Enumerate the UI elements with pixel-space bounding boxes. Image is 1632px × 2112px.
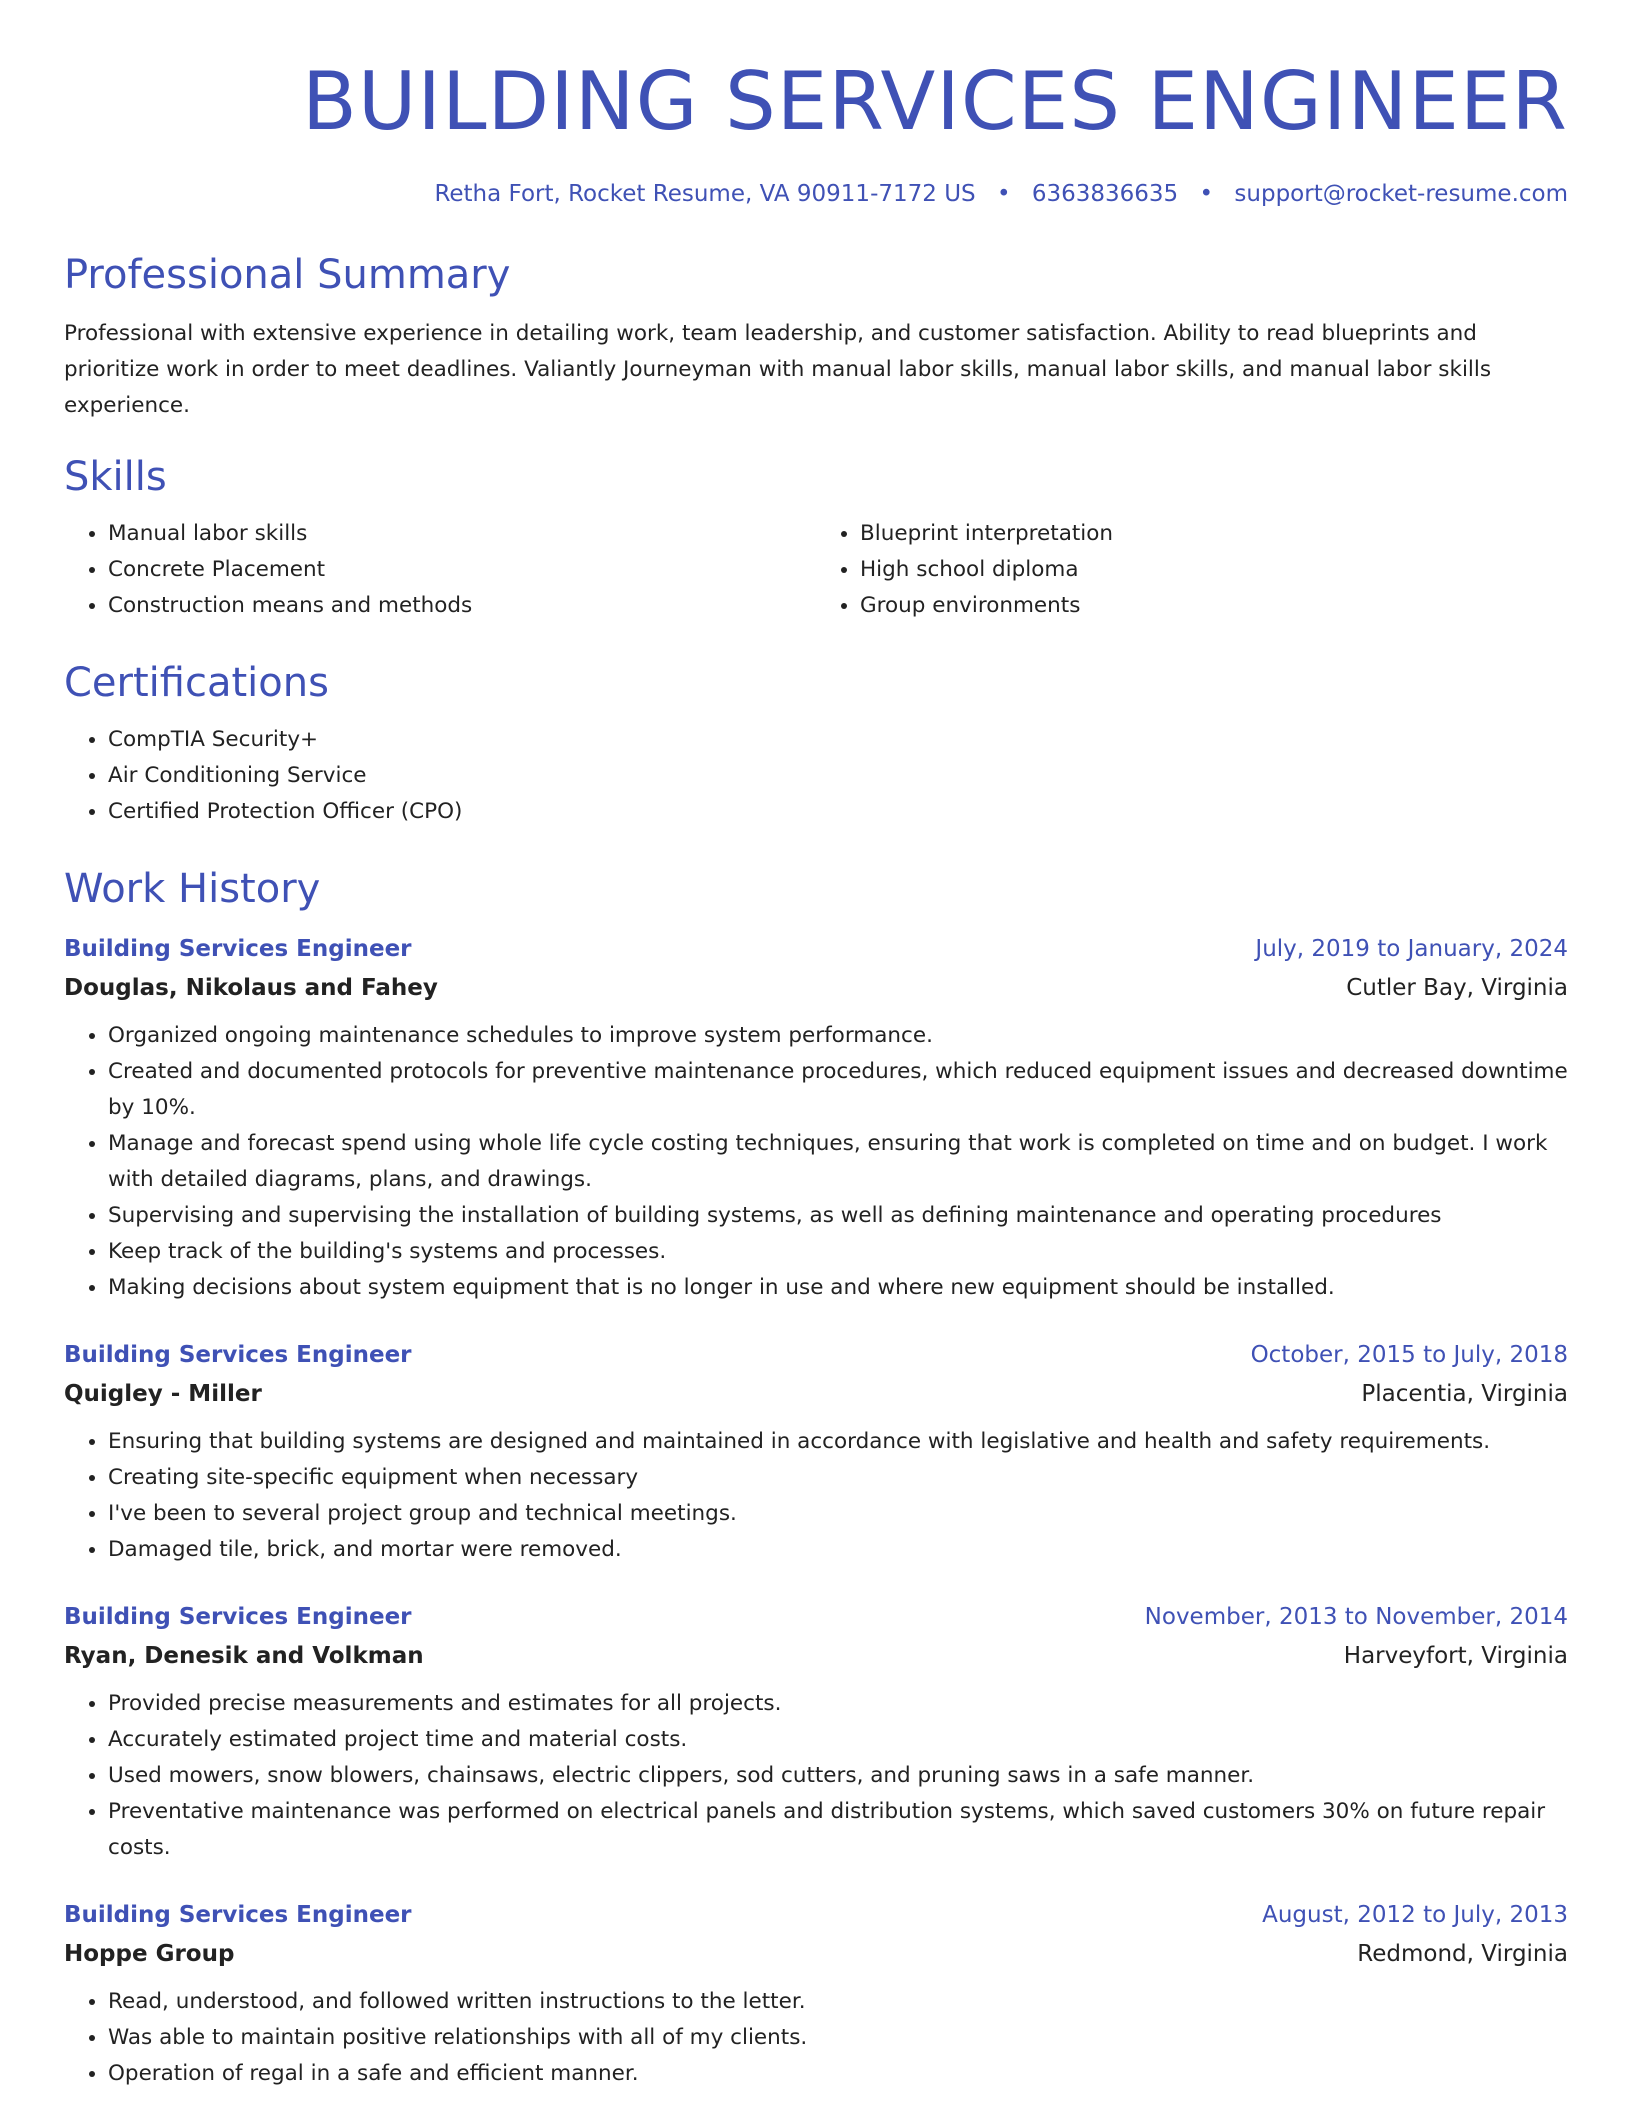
job-header-row xyxy=(64,1336,1568,1374)
list-item: • Manual labor skills xyxy=(108,516,816,552)
section-heading-summary: Professional Summary xyxy=(64,252,511,298)
job-company-row xyxy=(64,1636,1568,1676)
contact-separator: • xyxy=(996,181,1011,207)
job-bullets xyxy=(64,1424,1568,1568)
job-bullets xyxy=(64,1018,1568,1306)
job-entry xyxy=(64,1896,1568,2092)
list-item: • High school diploma xyxy=(860,552,1568,588)
list-item: • Preventative maintenance was performed on electrical panels and distribution systems, which saved customers 30% on future repair costs. xyxy=(108,1794,1568,1866)
list-item: • Read, understood, and followed written instructions to the letter. xyxy=(108,1984,1568,2020)
job-company: Quigley - Miller xyxy=(64,1381,262,1407)
job-header-row xyxy=(64,1896,1568,1934)
list-item: • Construction means and methods xyxy=(108,588,816,624)
list-item: • Accurately estimated project time and material costs. xyxy=(108,1722,1568,1758)
job-header-row xyxy=(64,930,1568,968)
list-item: • Supervising and supervising the installation of building systems, as well as defining maintenance and operating procedures xyxy=(108,1198,1568,1234)
job-title: Building Services Engineer xyxy=(64,1604,412,1630)
job-title: Building Services Engineer xyxy=(64,1342,412,1368)
list-item: • Was able to maintain positive relationships with all of my clients. xyxy=(108,2020,1568,2056)
summary-text: Professional with extensive experience in detailing work, team leadership, and customer satisfaction. Ability to read blueprints and prioritize work in order to meet deadlines. Valiantly Journeyman with manual labor skills, manual labor skills, and manual labor skills experience. xyxy=(64,321,1492,418)
list-item: • Keep track of the building's systems and processes. xyxy=(108,1234,1568,1270)
job-company-row xyxy=(64,968,1568,1008)
list-item: • Group environments xyxy=(860,588,1568,624)
contact-phone: 6363836635 xyxy=(1031,181,1179,207)
job-title: Building Services Engineer xyxy=(64,936,412,962)
section-heading-work-history: Work History xyxy=(64,866,321,912)
page-title: BUILDING SERVICES ENGINEER xyxy=(301,55,1568,148)
job-company: Ryan, Denesik and Volkman xyxy=(64,1643,424,1669)
section-heading-skills: Skills xyxy=(64,454,167,500)
summary-section xyxy=(64,250,1568,424)
list-item: • Manage and forecast spend using whole life cycle costing techniques, ensuring that work is completed on time and on budget. I work with detailed diagrams, plans, and drawings. xyxy=(108,1126,1568,1198)
list-item: • Ensuring that building systems are designed and maintained in accordance with legislative and health and safety requirements. xyxy=(108,1424,1568,1460)
resume-page xyxy=(64,0,1568,2092)
skills-list-right xyxy=(816,516,1568,624)
list-item: • Damaged tile, brick, and mortar were removed. xyxy=(108,1532,1568,1568)
list-item: • I've been to several project group and technical meetings. xyxy=(108,1496,1568,1532)
job-entry xyxy=(64,1336,1568,1568)
job-dates: October, 2015 to July, 2018 xyxy=(1250,1342,1568,1368)
list-item: • Organized ongoing maintenance schedules to improve system performance. xyxy=(108,1018,1568,1054)
list-item: • Blueprint interpretation xyxy=(860,516,1568,552)
contact-address: Retha Fort, Rocket Resume, VA 90911-7172 US xyxy=(434,181,976,207)
job-company: Douglas, Nikolaus and Fahey xyxy=(64,975,438,1001)
job-entry xyxy=(64,930,1568,1306)
job-header-row xyxy=(64,1598,1568,1636)
list-item: • Concrete Placement xyxy=(108,552,816,588)
list-item: • Used mowers, snow blowers, chainsaws, electric clippers, sod cutters, and pruning saws in a safe manner. xyxy=(108,1758,1568,1794)
job-bullets xyxy=(64,1984,1568,2092)
list-item: • Creating site-specific equipment when necessary xyxy=(108,1460,1568,1496)
list-item: • Operation of regal in a safe and efficient manner. xyxy=(108,2056,1568,2092)
section-heading-certifications: Certifications xyxy=(64,660,329,706)
contact-email: support@rocket-resume.com xyxy=(1234,181,1568,207)
job-dates: August, 2012 to July, 2013 xyxy=(1262,1902,1568,1928)
skills-list-left xyxy=(64,516,816,624)
resume-header xyxy=(64,0,1568,210)
job-bullets xyxy=(64,1686,1568,1866)
skills-grid xyxy=(64,516,1568,624)
job-title: Building Services Engineer xyxy=(64,1902,412,1928)
job-location: Cutler Bay, Virginia xyxy=(1346,975,1568,1001)
list-item: • CompTIA Security+ xyxy=(108,722,1568,758)
job-dates: July, 2019 to January, 2024 xyxy=(1255,936,1568,962)
list-item: • Certified Protection Officer (CPO) xyxy=(108,794,1568,830)
job-dates: November, 2013 to November, 2014 xyxy=(1144,1604,1568,1630)
certifications-list xyxy=(64,722,1568,830)
list-item: • Making decisions about system equipment that is no longer in use and where new equipment should be installed. xyxy=(108,1270,1568,1306)
skills-section xyxy=(64,452,1568,624)
job-location: Harveyfort, Virginia xyxy=(1343,1643,1568,1669)
job-company: Hoppe Group xyxy=(64,1941,235,1967)
contact-line xyxy=(64,178,1568,210)
job-company-row xyxy=(64,1374,1568,1414)
contact-separator: • xyxy=(1199,181,1214,207)
certifications-section xyxy=(64,658,1568,830)
list-item: • Air Conditioning Service xyxy=(108,758,1568,794)
work-history-section xyxy=(64,864,1568,2092)
list-item: • Created and documented protocols for preventive maintenance procedures, which reduced equipment issues and decreased downtime by 10%. xyxy=(108,1054,1568,1126)
job-entry xyxy=(64,1598,1568,1866)
job-location: Redmond, Virginia xyxy=(1357,1941,1568,1967)
job-location: Placentia, Virginia xyxy=(1361,1381,1568,1407)
list-item: • Provided precise measurements and estimates for all projects. xyxy=(108,1686,1568,1722)
job-company-row xyxy=(64,1934,1568,1974)
